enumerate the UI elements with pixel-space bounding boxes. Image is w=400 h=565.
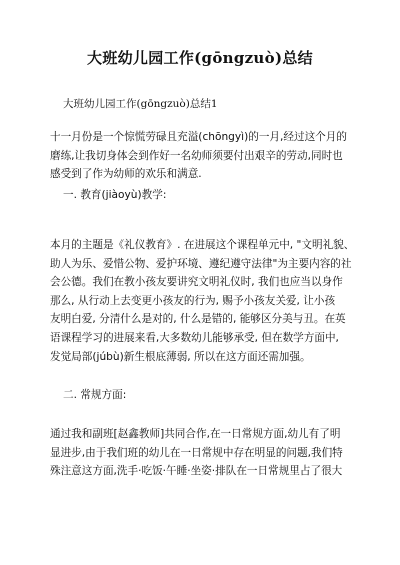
text-line: 十一月份是一个惊慌劳碌且充溢(chōngyì)的一月,经过这个月的 (50, 131, 347, 143)
paragraph-routine (50, 425, 352, 481)
text-line: 会公德。我们在教小孩友要讲究文明礼仪时, 我们也应当以身作 (50, 276, 343, 289)
document-title: 大班幼儿园工作(gōngzuò)总结 (87, 49, 313, 67)
text-line: 殊注意这方面,洗手·吃饭·午睡·坐姿·排队在一日常规里占了很大 (50, 465, 343, 478)
text-line: 感受到了作为幼师的欢乐和满意. (50, 168, 202, 181)
paragraph-intro (50, 128, 352, 184)
section-heading-teaching: 一. 教育(jiàoyù)教学: (63, 189, 167, 201)
text-line: 那么, 从行动上去变更小孩友的行为, 赐予小孩友关爱, 让小孩 (50, 294, 336, 307)
text-line: 通过我和副班[赵鑫教师]共同合作,在一日常规方面,幼儿有了明 (50, 428, 341, 440)
text-line: 友明白爱, 分清什么是对的, 什么是错的, 能够区分美与丑。在英 (50, 313, 346, 326)
text-line: 磨练,让我切身体会到作好一名幼师须要付出艰辛的劳动,同时也 (50, 149, 343, 162)
text-line: 助人为乐、爱惜公物、爱护环境、遵纪遵守法律"为主要内容的社 (50, 257, 352, 270)
section-heading-routine: 二. 常规方面: (63, 389, 127, 401)
paragraph-teaching (50, 236, 355, 366)
text-line: 发觉局部(júbù)新生根底薄弱, 所以在这方面还需加强。 (50, 350, 311, 363)
document-subtitle: 大班幼儿园工作(gōngzuò)总结1 (63, 98, 218, 110)
text-line: 显进步,由于我们班的幼儿在一日常规中存在明显的问题,我们特 (50, 446, 343, 459)
text-line: 语课程学习的进展来看,大多数幼儿能够承受, 但在数学方面中, (50, 331, 339, 344)
text-line: 本月的主题是《礼仪教育》. 在进展这个课程单元中, "文明礼貌、 (50, 239, 355, 251)
